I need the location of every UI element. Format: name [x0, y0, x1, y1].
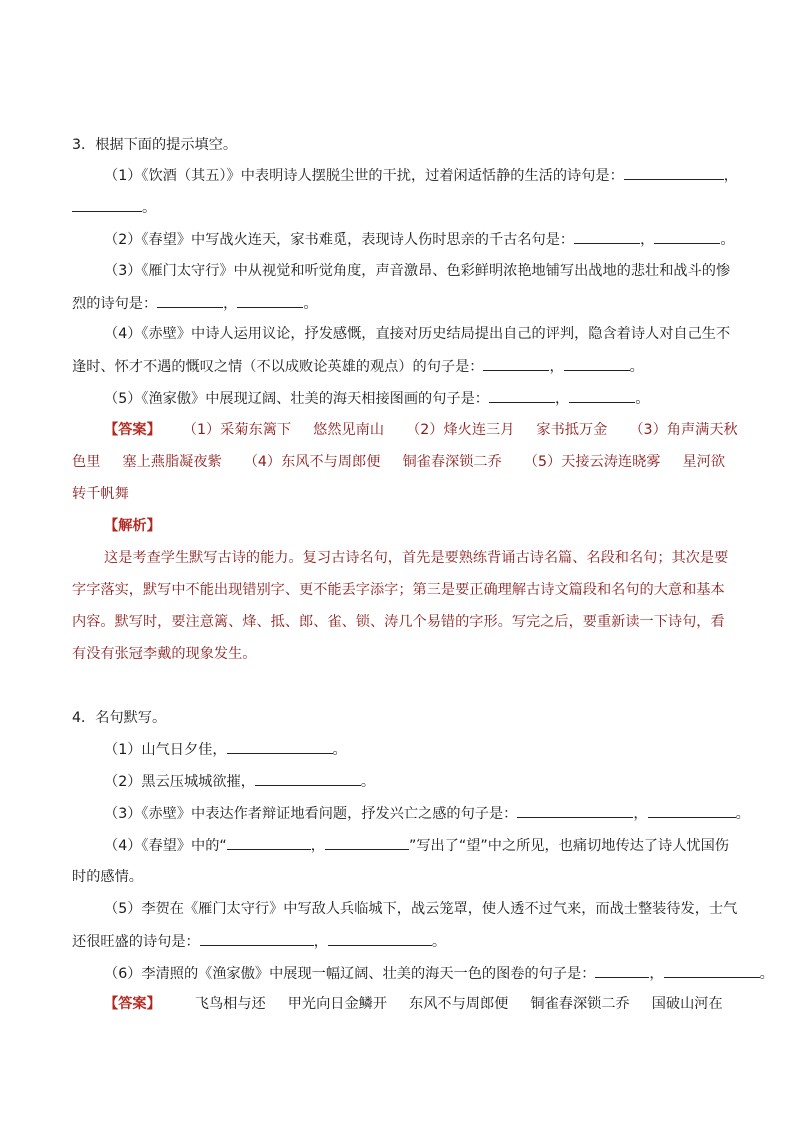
q3-item-4-line-1: （4）《赤壁》中诗人运用议论，抒发感慨，直接对历史结局提出自己的评判，隐含着诗人对自己生不: [104, 326, 731, 342]
q4-item-5-line-1: （5）李贺在《雁门太守行》中写敌人兵临城下，战云笼罩，使人透不过气来，而战士整装待发，士气: [104, 901, 738, 917]
q3-answer-line-1: 【答案】 （1）采菊东篱下 悠然见南山 （2）烽火连三月 家书抵万金 （3）角声满天秋: [104, 422, 738, 438]
q3-item-1-line-1: （1）《饮酒（其五）》中表明诗人摆脱尘世的干扰，过着闲适恬静的生活的诗句是： ，: [104, 165, 724, 186]
q3-analysis-line-2: 字字落实，默写中不能出现错别字、更不能丢字添字；第三是要正确理解古诗文篇段和名句的大意和基本: [72, 582, 725, 598]
answer-blank[interactable]: [227, 835, 311, 850]
answer-blank[interactable]: [517, 803, 633, 818]
q3-item-3-line-1: （3）《雁门太守行》中从视觉和听觉角度，声音激昂、色彩鲜明浓艳地铺写出战地的悲壮和战斗的惨: [104, 263, 731, 279]
answer-blank[interactable]: [157, 293, 223, 308]
answer-blank[interactable]: [648, 803, 736, 818]
answer-blank[interactable]: [654, 229, 720, 244]
q4-item-1: （1）山气日夕佳， 。: [104, 739, 724, 760]
answer-blank[interactable]: [569, 388, 635, 403]
answer-blank[interactable]: [574, 229, 640, 244]
q3-analysis-line-3: 内容。默写时，要注意篱、烽、抵、郎、雀、锁、涛几个易错的字形。写完之后，要重新读一下诗句，看: [72, 614, 725, 630]
q3-answer-line-3: 转千帆舞: [72, 486, 129, 502]
q4-item-2: （2）黑云压城城欲摧， 。: [104, 771, 724, 792]
answer-blank[interactable]: [200, 931, 314, 946]
answer-blank[interactable]: [664, 963, 760, 978]
q4-answer: 【答案】 飞鸟相与还 甲光向日金鳞开 东风不与周郎便 铜雀春深锁二乔 国破山河在: [104, 996, 723, 1012]
q4-item-6: （6）李清照的《渔家傲》中展现一幅辽阔、壮美的海天一色的图卷的句子是： ， 。: [104, 963, 724, 984]
q4-item-3: （3）《赤壁》中表达作者辩证地看问题，抒发兴亡之感的句子是： ， 。: [104, 803, 724, 824]
q3-analysis-line-4: 有没有张冠李戴的现象发生。: [72, 646, 257, 662]
q3-analysis-line-1: 这是考查学生默写古诗的能力。复习古诗名句，首先是要熟练背诵古诗名篇、名段和名句；其次是要: [104, 550, 729, 566]
q4-item-4-line-1: （4）《春望》中的“ ， ”写出了“望”中之所见，也痛切地传达了诗人忧国伤: [104, 835, 724, 856]
q3-item-1-text: （1）《饮酒（其五）》中表明诗人摆脱尘世的干扰，过着闲适恬静的生活的诗句是：: [104, 168, 624, 184]
q4-item-4-line-2: 时的感情。: [72, 869, 143, 885]
answer-blank[interactable]: [227, 739, 333, 754]
q3-item-2: （2）《春望》中写战火连天，家书难觅，表现诗人伤时思亲的千古名句是： ， 。: [104, 229, 724, 250]
answer-label: 【答案】: [104, 422, 161, 438]
question-3-title: 3．根据下面的提示填空。: [72, 137, 238, 153]
answer-blank[interactable]: [624, 165, 724, 180]
answer-blank[interactable]: [255, 771, 361, 786]
answer-blank[interactable]: [595, 963, 649, 978]
q3-item-4-line-2: 逢时、怀才不遇的慨叹之情（不以成败论英雄的观点）的句子是： ， 。: [72, 356, 724, 377]
q3-item-5: （5）《渔家傲》中展现辽阔、壮美的海天相接图画的句子是： ， 。: [104, 388, 724, 409]
q4-item-5-line-2: 还很旺盛的诗句是： ， 。: [72, 931, 724, 952]
answer-blank[interactable]: [325, 835, 409, 850]
answer-blank[interactable]: [489, 388, 555, 403]
answer-blank[interactable]: [328, 931, 432, 946]
q3-item-3-line-2: 烈的诗句是： ， 。: [72, 293, 724, 314]
answer-blank[interactable]: [483, 356, 549, 371]
q3-item-1-line-2: 。: [72, 197, 724, 218]
q3-analysis-label: 【解析】: [104, 518, 161, 534]
answer-blank[interactable]: [72, 197, 142, 212]
question-4-title: 4．名句默写。: [72, 710, 167, 726]
answer-blank[interactable]: [564, 356, 630, 371]
answer-label: 【答案】: [104, 996, 161, 1012]
answer-blank[interactable]: [237, 293, 303, 308]
q3-answer-line-2: 色里 塞上燕脂凝夜紫 （4）东风不与周郎便 铜雀春深锁二乔 （5）天接云涛连晓雾 星河欲: [72, 454, 726, 470]
